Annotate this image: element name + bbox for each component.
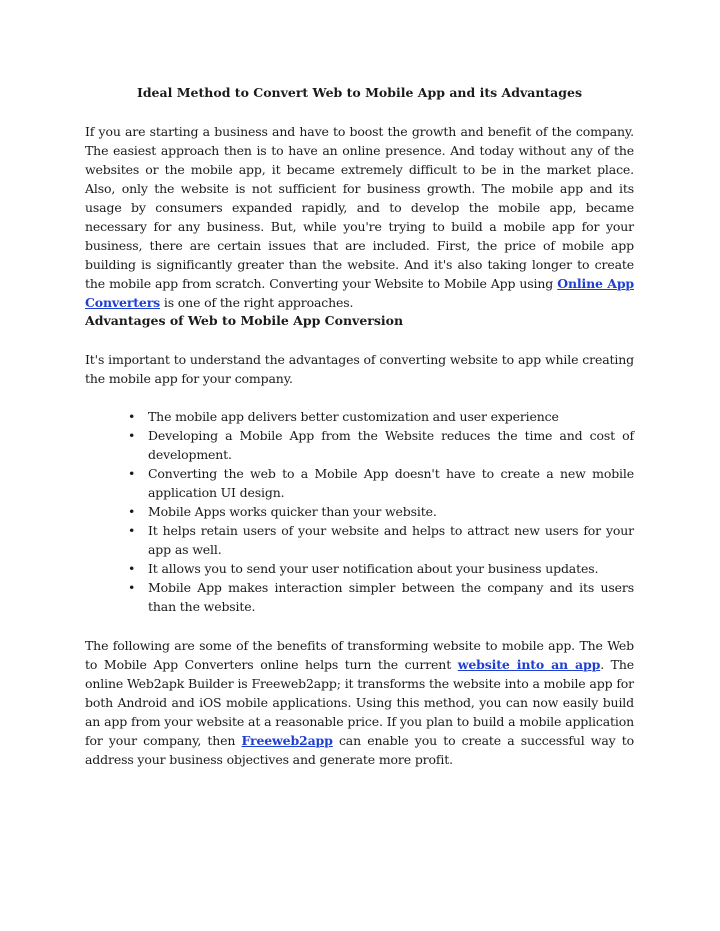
freeweb2app-link[interactable]: Freeweb2app xyxy=(241,733,333,748)
intro-paragraph xyxy=(85,122,634,312)
document-title: Ideal Method to Convert Web to Mobile App and its Advantages xyxy=(136,85,583,100)
advantage-list-item xyxy=(85,502,634,521)
advantage-list-item xyxy=(85,578,634,616)
closing-text-3: can enable you to create a successful way to address your business objectives and generate more profit. xyxy=(85,733,634,767)
advantage-list-item xyxy=(85,464,634,502)
bullet-icon: • xyxy=(128,466,136,481)
advantages-list xyxy=(85,407,634,616)
advantage-list-item xyxy=(85,521,634,559)
closing-paragraph xyxy=(85,636,634,769)
intro-text-start: If you are starting a business and have to boost the growth and benefit of the company. The easiest approach then is to have an online presence. And today without any of the websites or the mobile app, it became extremely difficult to be in the market place. Also, only the website is not sufficient for business growth. The mobile app and its usage by consumers expanded rapidly, and to develop the mobile app, became necessary for any business. But, while you're trying to build a mobile app for your business, there are certain issues that are included. First, the price of mobile app building is significantly greater than the website. And it's also taking longer to create the mobile app from scratch. Converting your Website to Mobile App using xyxy=(85,124,634,291)
bullet-icon: • xyxy=(128,504,136,519)
closing-text-1: The following are some of the benefits of transforming website to mobile app. The Web to Mobile App Converters online helps turn the current xyxy=(85,638,634,672)
advantage-text: It helps retain users of your website and helps to attract new users for your app as well. xyxy=(148,523,634,557)
advantage-text: Mobile Apps works quicker than your website. xyxy=(148,504,437,519)
bullet-icon: • xyxy=(128,580,136,595)
bullet-icon: • xyxy=(128,523,136,538)
section-intro-paragraph: It's important to understand the advantages of converting website to app while creating the mobile app for your company. xyxy=(85,352,634,386)
advantage-text: The mobile app delivers better customization and user experience xyxy=(148,409,559,424)
bullet-icon: • xyxy=(128,561,136,576)
advantage-text: Mobile App makes interaction simpler between the company and its users than the website. xyxy=(148,580,634,614)
website-into-an-app-link[interactable]: website into an app xyxy=(457,657,601,672)
advantage-list-item xyxy=(85,559,634,578)
bullet-icon: • xyxy=(128,409,136,424)
section-heading: Advantages of Web to Mobile App Conversion xyxy=(85,313,404,328)
bullet-icon: • xyxy=(128,428,136,443)
advantage-list-item xyxy=(85,426,634,464)
closing-text-2: . The online Web2apk Builder is Freeweb2app; it transforms the website into a mobile app for both Android and iOS mobile applications. Using this method, you can now easily build an app from your website at a reasonable price. If you plan to build a mobile application for your company, then xyxy=(85,657,635,748)
advantage-text: Converting the web to a Mobile App doesn't have to create a new mobile application UI design. xyxy=(148,466,634,500)
advantage-list-item xyxy=(85,407,634,426)
advantage-text: Developing a Mobile App from the Website reduces the time and cost of development. xyxy=(148,428,634,462)
advantage-text: It allows you to send your user notification about your business updates. xyxy=(148,561,599,576)
online-app-converters-link[interactable]: Online App Converters xyxy=(85,276,634,310)
intro-text-end: is one of the right approaches. xyxy=(160,295,354,310)
